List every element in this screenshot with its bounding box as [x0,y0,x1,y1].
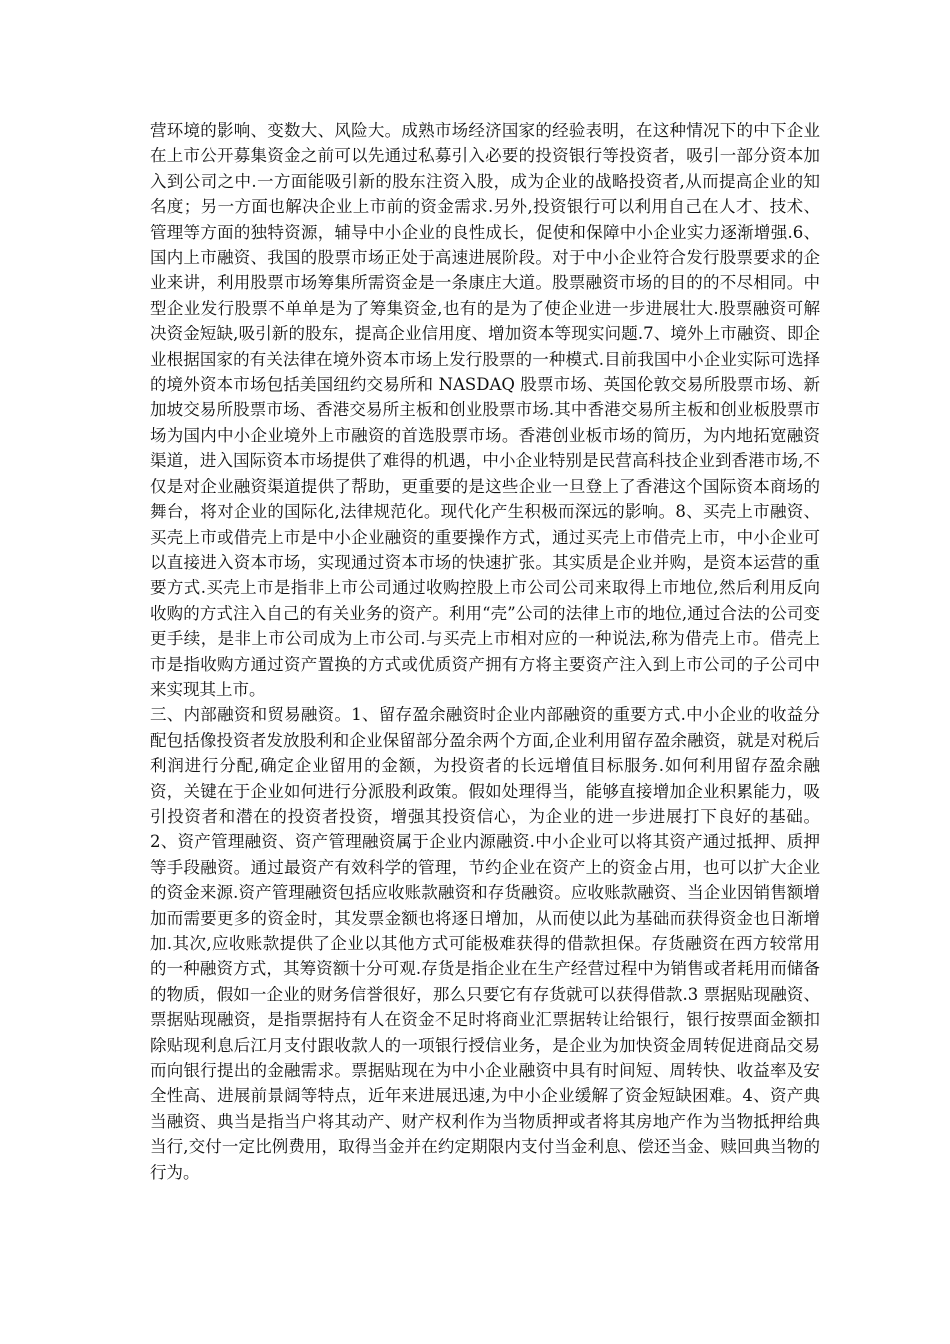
document-body [150,118,820,1185]
paragraph-2: 三、内部融资和贸易融资。1、留存盈余融资时企业内部融资的重要方式.中小企业的收益分配包括像投资者发放股利和企业保留部分盈余两个方面,企业利用留存盈余融资，就是对税后利润进行分配,确定企业留用的金额，为投资者的长远增值目标服务.如何利用留存盈余融资，关键在于企业如何进行分派股利政策。假如处理得当，能够直接增加企业积累能力，吸引投资者和潜在的投资者投资，增强其投资信心，为企业的进一步进展打下良好的基础。2、资产管理融资、资产管理融资属于企业内源融资.中小企业可以将其资产通过抵押、质押等手段融资。通过最资产有效科学的管理，节约企业在资产上的资金占用，也可以扩大企业的资金来源.资产管理融资包括应收账款融资和存货融资。应收账款融资、当企业因销售额增加而需要更多的资金时，其发票金额也将逐日增加，从而使以此为基础而获得资金也日渐增加.其次,应收账款提供了企业以其他方式可能极难获得的借款担保。存货融资在西方较常用的一种融资方式，其筹资额十分可观.存货是指企业在生产经营过程中为销售或者耗用而储备的物质，假如一企业的财务信誉很好，那么只要它有存货就可以获得借款.3 票据贴现融资、票据贴现融资，是指票据持有人在资金不足时将商业汇票据转让给银行，银行按票面金额扣除贴现利息后江月支付跟收款人的一项银行授信业务，是企业为加快资金周转促进商品交易而向银行提出的金融需求。票据贴现在为中小企业融资中具有时间短、周转快、收益率及安全性高、进展前景阔等特点，近年来进展迅速,为中小企业缓解了资金短缺困难。4、资产典当融资、典当是指当户将其动产、财产权利作为当物质押或者将其房地产作为当物抵押给典当行,交付一定比例费用，取得当金并在约定期限内支付当金利息、偿还当金、赎回典当物的行为。 [150,705,820,1182]
paragraph-1: 营环境的影响、变数大、风险大。成熟市场经济国家的经验表明，在这种情况下的中下企业在上市公开募集资金之前可以先通过私募引入必要的投资银行等投资者，吸引一部分资本加入到公司之中.一方面能吸引新的股东注资入股，成为企业的战略投资者,从而提高企业的知名度；另一方面也解决企业上市前的资金需求.另外,投资银行可以利用自己在人才、技术、管理等方面的独特资源，辅导中小企业的良性成长，促使和保障中小企业实力逐渐增强.6、国内上市融资、我国的股票市场正处于高速进展阶段。对于中小企业符合发行股票要求的企业来讲，利用股票市场筹集所需资金是一条康庄大道。股票融资市场的目的的不尽相同。中型企业发行股票不单单是为了筹集资金,也有的是为了使企业进一步进展壮大.股票融资可解决资金短缺,吸引新的股东，提高企业信用度、增加资本等现实问题.7、境外上市融资、即企业根据国家的有关法律在境外资本市场上发行股票的一种模式.目前我国中小企业实际可选择的境外资本市场包括美国纽约交易所和 NASDAQ 股票市场、英国伦敦交易所股票市场、新加坡交易所股票市场、香港交易所主板和创业股票市场.其中香港交易所主板和创业板股票市场为国内中小企业境外上市融资的首选股票市场。香港创业板市场的简历，为内地拓宽融资渠道，进入国际资本市场提供了难得的机遇，中小企业特别是民营高科技企业到香港市场,不仅是对企业融资渠道提供了帮助，更重要的是这些企业一旦登上了香港这个国际资本商场的舞台，将对企业的国际化,法律规范化。现代化产生积极而深远的影响。8、买壳上市融资、买壳上市或借壳上市是中小企业融资的重要操作方式，通过买壳上市借壳上市，中小企业可以直接进入资本市场，实现通过资本市场的快速扩张。其实质是企业并购，是资本运营的重要方式.买壳上市是指非上市公司通过收购控股上市公司公司来取得上市地位,然后利用反向收购的方式注入自己的有关业务的资产。利用“壳”公司的法律上市的地位,通过合法的公司变更手续，是非上市公司成为上市公司.与买壳上市相对应的一种说法,称为借壳上市。借壳上市是指收购方通过资产置换的方式或优质资产拥有方将主要资产注入到上市公司的子公司中来实现其上市。 [150,121,820,699]
